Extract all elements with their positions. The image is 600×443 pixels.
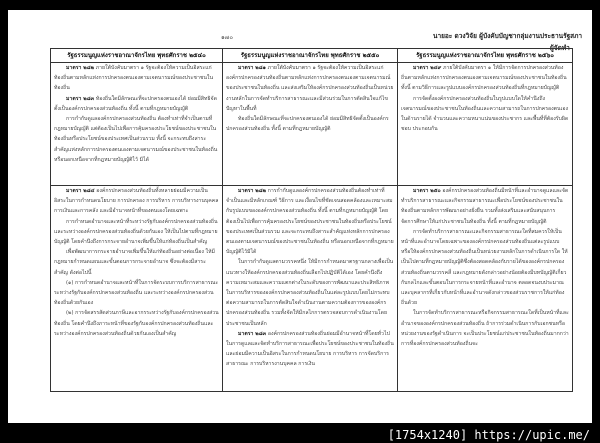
column-header: รัฐธรรมนูญแห่งราชอาณาจักรไทย พุทธศักราช ๒๕๖๐ bbox=[398, 49, 573, 63]
paragraph-text: การจัดตั้งองค์กรปกครองส่วนท้องถิ่นในรูปแบบใดให้คำนึงถึงเจตนารมณ์ของประชาชนในท้องถิ่นและความสามารถในการปกครองตนเองในด้านรายได้ จำนวนและความหนาแน่นของประชากร และพื้นที่ที่ต้องรับผิดชอบ ประกอบกัน bbox=[401, 95, 569, 133]
paragraph-text: เพื่อพัฒนาการกระจายอำนาจเพิ่มขึ้นให้แก่ท้องถิ่นอย่างต่อเนื่อง ให้มีกฎหมายกำหนดแผนและขั้นตอนการกระจายอำนาจ ซึ่งจะต้องมีสาระสำคัญ ดังต่อไปนี้ bbox=[54, 249, 215, 276]
paragraph-text: การกำหนดอำนาจและหน้าที่ระหว่างรัฐกับองค์กรปกครองส่วนท้องถิ่น และระหว่างองค์กรปกครองส่วนท้องถิ่นด้วยกันเอง ให้เป็นไปตามที่กฎหมายบัญญัติ โดยคำนึงถึงการกระจายอำนาจเพิ่มขึ้นให้แก่ท้องถิ่นเป็นสำคัญ bbox=[54, 218, 218, 246]
author-line: นายอะ ดวงวิจัย ผู้บังคับบัญชากลุ่มงานประธานรัฐสภา bbox=[433, 32, 583, 40]
paragraph-text: ในการจัดทำบริการสาธารณะหรือกิจกรรมสาธารณะใดที่เป็นหน้าที่และอำนาจขององค์กรปกครองส่วนท้องถิ่น ถ้าการร่วมดำเนินการกับเอกชนหรือหน่วยงานของรัฐดำเนินการ จะเป็นประโยชน์แก่ประชาชนในท้องถิ่นมากกว่าการที่องค์กรปกครองส่วนท้องถิ่นจะ bbox=[401, 310, 569, 348]
paragraph bbox=[54, 217, 219, 248]
page-number: ๑๗๐ bbox=[221, 34, 233, 41]
section-number: มาตรา ๒๔๙ bbox=[413, 65, 442, 71]
paragraph bbox=[54, 114, 219, 165]
image-size-watermark: [1754x1240] https://upic.me/ bbox=[387, 428, 590, 442]
section-number: มาตรา ๒๘๔ bbox=[66, 188, 95, 194]
author-role: ผู้จัดทำ bbox=[550, 44, 570, 52]
section-number: มาตรา ๒๕๐ bbox=[413, 188, 441, 194]
document-page bbox=[8, 10, 592, 423]
paragraph-text: การกำกับดูแลองค์กรปกครองส่วนท้องถิ่น ต้องทำเท่าที่จำเป็นตามที่กฎหมายบัญญัติ แต่ต้องเป็นไปเพื่อการคุ้มครองประโยชน์ของประชาชนในท้องถิ่นหรือประโยชน์ของประเทศเป็นส่วนรวม ทั้งนี้ จะกระทบถึงสาระสำคัญแห่งหลักการปกครองตนเองตามเจตนารมณ์ของประชาชนในท้องถิ่นหรือนอกเหนือจากที่กฎหมายบัญญัติไว้ มิได้ bbox=[54, 116, 218, 163]
column-header: รัฐธรรมนูญแห่งราชอาณาจักรไทย พุทธศักราช ๒๕๔๐ bbox=[51, 49, 223, 63]
paragraph bbox=[226, 186, 394, 257]
table-row bbox=[51, 186, 573, 392]
paragraph bbox=[226, 257, 394, 328]
paragraph bbox=[54, 63, 219, 94]
column-header: รัฐธรรมนูญแห่งราชอาณาจักรไทย พุทธศักราช ๒๕๕๐ bbox=[223, 49, 398, 63]
comparison-table bbox=[50, 48, 573, 392]
table-cell bbox=[223, 63, 398, 186]
table-row bbox=[51, 63, 573, 186]
paragraph-text: การจัดทำบริการสาธารณะและกิจกรรมสาธารณะใดที่สมควรให้เป็นหน้าที่และอำนาจโดยเฉพาะขององค์กรปกครองส่วนท้องถิ่นแต่ละรูปแบบ หรือให้องค์กรปกครองส่วนท้องถิ่นเป็นหน่วยงานหลักในการดำเนินการใด ให้เป็นไปตามที่กฎหมายบัญญัติซึ่งต้องสอดคล้องกับรายได้ขององค์กรปกครองส่วนท้องถิ่นตามวรรคสี่ และกฎหมายดังกล่าวอย่างน้อยต้องมีบทบัญญัติเกี่ยวกับกลไกและขั้นตอนในการกระจายหน้าที่และอำนาจ ตลอดจนงบประมาณและบุคลากรที่เกี่ยวกับหน้าที่และอำนาจดังกล่าวของส่วนราชการให้แก่ท้องถิ่นด้วย bbox=[401, 228, 568, 307]
paragraph bbox=[54, 94, 219, 114]
paragraph-text: ในการกำกับดูแลตามวรรคหนึ่ง ให้มีการกำหนดมาตรฐานกลางเพื่อเป็นแนวทางให้องค์กรปกครองส่วนท้องถิ่นเลือกไปปฏิบัติได้เอง โดยคำนึงถึงความเหมาะสมและความแตกต่างในระดับของการพัฒนาและประสิทธิภาพในการบริหารขององค์กรปกครองส่วนท้องถิ่นในแต่ละรูปแบบโดยไม่กระทบต่อความสามารถในการตัดสินใจดำเนินงานตามความต้องการขององค์กรปกครองส่วนท้องถิ่น รวมทั้งจัดให้มีกลไกการตรวจสอบการดำเนินงานโดยประชาชนเป็นหลัก bbox=[226, 259, 394, 327]
paragraph bbox=[226, 329, 394, 370]
paragraph-text: ภายใต้บังคับมาตรา ๑ ให้มีการจัดการปกครองส่วนท้องถิ่นตามหลักแห่งการปกครองตนเองตามเจตนารมณ์ของประชาชนในท้องถิ่น ทั้งนี้ ตามวิธีการและรูปแบบองค์กรปกครองส่วนท้องถิ่นที่กฎหมายบัญญัติ bbox=[401, 65, 567, 92]
paragraph bbox=[54, 278, 219, 309]
paragraph-text: ท้องถิ่นใดมีลักษณะที่จะปกครองตนเองได้ ย่อมมีสิทธิจัดตั้งเป็นองค์กรปกครองส่วนท้องถิ่น ทั้งนี้ ตามที่กฎหมายบัญญัติ bbox=[226, 116, 389, 133]
table-cell bbox=[398, 63, 573, 186]
paragraph-text: (๒) การจัดสรรสัดส่วนภาษีและอากรระหว่างรัฐกับองค์กรปกครองส่วนท้องถิ่น โดยคำนึงถึงภาระหน้าที่ของรัฐกับองค์กรปกครองส่วนท้องถิ่นและระหว่างองค์กรปกครองส่วนท้องถิ่นด้วยกันเองเป็นสำคัญ bbox=[54, 310, 219, 337]
section-number: มาตรา ๒๘๒ bbox=[238, 188, 267, 194]
paragraph-text: องค์กรปกครองส่วนท้องถิ่นทั้งหลายย่อมมีความเป็นอิสระในการกำหนดนโยบาย การปกครอง การบริหาร การบริหารงานบุคคล การเงินและการคลัง และมีอำนาจหน้าที่ของตนเองโดยเฉพาะ bbox=[54, 188, 219, 215]
paragraph-text: องค์กรปกครองส่วนท้องถิ่นย่อมมีอำนาจหน้าที่โดยทั่วไปในการดูแลและจัดทำบริการสาธารณะเพื่อประโยชน์ของประชาชนในท้องถิ่น และย่อมมีความเป็นอิสระในการกำหนดนโยบาย การบริหาร การจัดบริการสาธารณะ การบริหารงานบุคคล การเงิน bbox=[226, 330, 394, 368]
paragraph bbox=[54, 186, 219, 217]
paragraph bbox=[226, 63, 394, 114]
paragraph-text: การกำกับดูแลองค์กรปกครองส่วนท้องถิ่นต้องทำเท่าที่จำเป็นและมีหลักเกณฑ์ วิธีการ และเงื่อนไขที่ชัดเจนสอดคล้องและเหมาะสมกับรูปแบบขององค์กรปกครองส่วนท้องถิ่น ทั้งนี้ ตามที่กฎหมายบัญญัติ โดยต้องเป็นไปเพื่อการคุ้มครองประโยชน์ของประชาชนในท้องถิ่นหรือประโยชน์ของประเทศเป็นส่วนรวม และจะกระทบถึงสาระสำคัญแห่งหลักการปกครองตนเองตามเจตนารมณ์ของประชาชนในท้องถิ่น หรือนอกเหนือจากที่กฎหมายบัญญัติไว้มิได้ bbox=[226, 188, 394, 256]
paragraph bbox=[401, 94, 569, 135]
paragraph bbox=[54, 247, 219, 278]
paragraph bbox=[401, 186, 569, 227]
paragraph-text: ท้องถิ่นใดมีลักษณะที่จะปกครองตนเองได้ ย่อมมีสิทธิจัดตั้งเป็นองค์กรปกครองส่วนท้องถิ่น ทั้งนี้ ตามที่กฎหมายบัญญัติ bbox=[54, 95, 217, 112]
paragraph-text: ภายใต้บังคับมาตรา ๑ รัฐจะต้องให้ความเป็นอิสระแก่องค์กรปกครองส่วนท้องถิ่นตามหลักแห่งการปกครองตนเองตามเจตนารมณ์ของประชาชนในท้องถิ่น และส่งเสริมให้องค์กรปกครองส่วนท้องถิ่นเป็นหน่วยงานหลักในการจัดทำบริการสาธารณะและมีส่วนร่วมในการตัดสินใจแก้ไขปัญหาในพื้นที่ bbox=[226, 65, 394, 112]
table-cell bbox=[398, 186, 573, 392]
table-cell bbox=[51, 186, 223, 392]
paragraph-text: ภายใต้บังคับมาตรา ๑ รัฐจะต้องให้ความเป็นอิสระแก่ท้องถิ่นตามหลักแห่งการปกครองตนเองตามเจตนารมณ์ของประชาชนในท้องถิ่น bbox=[54, 65, 214, 92]
section-number: มาตรา ๒๘๓ bbox=[66, 95, 95, 102]
paragraph bbox=[401, 63, 569, 94]
section-number: มาตรา ๒๘๑ bbox=[238, 65, 266, 71]
section-number: มาตรา ๒๘๓ bbox=[238, 330, 267, 337]
paragraph-text: องค์กรปกครองส่วนท้องถิ่นมีหน้าที่และอำนาจดูแลและจัดทำบริการสาธารณะและกิจกรรมสาธารณะเพื่อประโยชน์ของประชาชนในท้องถิ่นตามหลักการพัฒนาอย่างยั่งยืน รวมทั้งส่งเสริมและสนับสนุนการจัดการศึกษาให้แก่ประชาชนในท้องถิ่น ทั้งนี้ ตามที่กฎหมายบัญญัติ bbox=[401, 188, 569, 225]
paragraph-text: (๑) การกำหนดอำนาจและหน้าที่ในการจัดระบบการบริการสาธารณะระหว่างรัฐกับองค์กรปกครองส่วนท้องถิ่น และระหว่างองค์กรปกครองส่วนท้องถิ่นด้วยกันเอง bbox=[54, 279, 219, 307]
paragraph bbox=[226, 114, 394, 134]
table-cell bbox=[223, 186, 398, 392]
paragraph bbox=[401, 308, 569, 349]
paragraph bbox=[54, 308, 219, 339]
paragraph bbox=[401, 227, 569, 309]
section-number: มาตรา ๒๘๒ bbox=[66, 65, 95, 71]
table-header-row bbox=[51, 49, 573, 63]
table-cell bbox=[51, 63, 223, 186]
